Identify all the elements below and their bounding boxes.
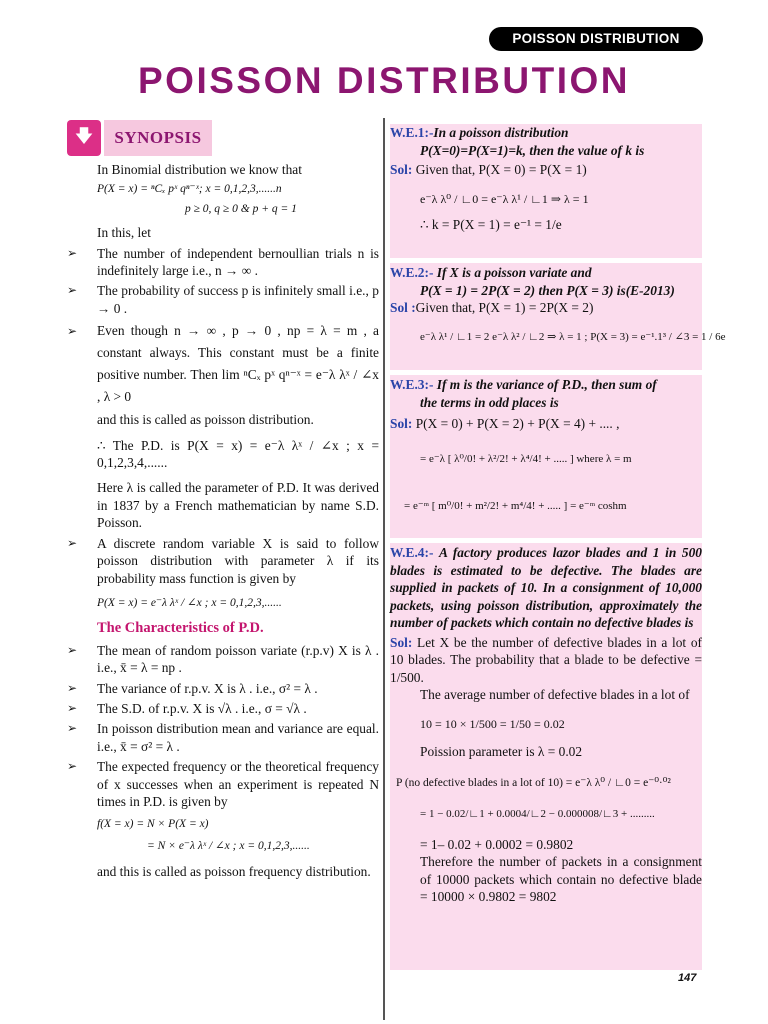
synopsis-label: SYNOPSIS	[104, 120, 212, 156]
we1-step1: Given that, P(X = 0) = P(X = 1)	[415, 162, 587, 177]
we2-step2: e⁻λ λ¹ / ∟1 = 2 e⁻λ λ² / ∟2 ⇒ λ = 1 ; P(X = 3) = e⁻¹.1³ / ∠3 = 1 / 6e	[420, 330, 726, 343]
we1-sol-label: Sol:	[390, 162, 413, 177]
we4-step8: Therefore the number of packets in a consignment of 10000 packets which contain no defective blade = 10000 × 0.9802 = 9802	[420, 854, 702, 904]
we1-step3: ∴ k = P(X = 1) = e⁻¹ = 1/e	[420, 217, 562, 232]
in-this-text: In this, let	[97, 225, 151, 241]
we2-label: W.E.2:-	[390, 265, 434, 280]
worked-example-3	[390, 376, 702, 516]
worked-example-4	[390, 544, 702, 906]
bullet-trials: ➢ The number of independent bernoullian trials n is indefinitely large i.e., n → ∞ .	[67, 245, 379, 280]
we3-question-line2: the terms in odd places is	[420, 394, 559, 410]
we2-sol-label: Sol :	[390, 300, 416, 315]
worked-example-1	[390, 124, 702, 234]
column-divider	[383, 118, 385, 1020]
we4-step6: = 1 − 0.02/∟1 + 0.0004/∟2 − 0.000008/∟3 + .........	[420, 808, 655, 820]
we4-label: W.E.4:-	[390, 545, 434, 560]
worked-examples-panel	[390, 124, 726, 970]
page-title: POISSON DISTRIBUTION	[138, 60, 630, 101]
separator-band	[390, 258, 702, 263]
binomial-formula: P(X = x) = ⁿCₓ pˣ qⁿ⁻ˣ; x = 0,1,2,3,......n	[97, 183, 282, 196]
we3-sol-label: Sol:	[390, 416, 413, 431]
pd-formula: ∴ The P.D. is P(X = x) = e⁻λ λˣ / ∠x ; x = 0,1,2,3,4,......	[97, 437, 379, 471]
we4-step5: P (no defective blades in a lot of 10) = e⁻λ λ⁰ / ∟0 = e⁻⁰·⁰²	[396, 776, 671, 789]
char-expected-frequency: ➢ The expected frequency or the theoretical frequency of x successes when an experiment is repeated N times in P.D. is given by	[67, 758, 379, 810]
we3-step1: P(X = 0) + P(X = 2) + P(X = 4) + .... ,	[415, 416, 620, 431]
lambda-parameter-text: Here λ is called the parameter of P.D. It was derived in 1837 by a French mathematician by name S.D. Poisson.	[97, 480, 379, 531]
down-arrow-icon: 🡇	[67, 120, 101, 156]
we2-question-line2: P(X = 1) = 2P(X = 2) then P(X = 3) is(E-2013)	[420, 282, 675, 298]
char-mean-variance-equal: ➢ In poisson distribution mean and variance are equal. i.e., x̄ = σ² = λ .	[67, 720, 379, 755]
intro-text: In Binomial distribution we know that	[97, 162, 302, 177]
freq-formula-2: = N × e⁻λ λˣ / ∠x ; x = 0,1,2,3,......	[147, 839, 310, 852]
we4-step2: The average number of defective blades in a lot of	[420, 687, 690, 702]
we4-question: A factory produces lazor blades and 1 in 500 blades is estimated to be defective. The blades are supplied in packets of 10. In a consignment of 10,000 packets, using poisson distribution, approximately the number of packets which contain no defective blades is	[390, 545, 702, 630]
we1-label: W.E.1:-	[390, 125, 434, 140]
char-variance: ➢ The variance of r.p.v. X is λ . i.e., σ² = λ .	[67, 680, 379, 697]
we3-question-line1: If m is the variance of P.D., then sum of	[436, 377, 657, 392]
we3-step3: = e⁻ᵐ [ m⁰/0! + m²/2! + m⁴/4! + ..... ] = e⁻ᵐ coshm	[404, 500, 627, 512]
bullet-probability: ➢ The probability of success p is infinitely small i.e., p → 0 .	[67, 282, 379, 317]
char-sd: ➢ The S.D. of r.p.v. X is √λ . i.e., σ = √λ .	[67, 700, 379, 717]
we4-sol-label: Sol:	[390, 634, 413, 650]
closing-text: and this is called as poisson frequency distribution.	[97, 864, 371, 880]
we4-step1: Let X be the number of defective blades in a lot of 10 blades. The probability that a blade to be defective = 1/500.	[390, 634, 702, 685]
we1-question-line2: P(X=0)=P(X=1)=k, then the value of k is	[420, 142, 645, 158]
bullet-limit: ➢ Even though n → ∞ , p → 0 , np = λ = m , a constant always. This constant must be a finite positive number. Then lim ⁿCₓ pˣ qⁿ⁻ˣ = e⁻λ λˣ / ∠x , λ > 0	[67, 320, 379, 408]
pmf-formula: P(X = x) = e⁻λ λˣ / ∠x ; x = 0,1,2,3,......	[97, 596, 282, 609]
we4-step7: = 1– 0.02 + 0.0002 = 0.9802	[420, 836, 574, 852]
char-mean: ➢ The mean of random poisson variate (r.p.v) X is λ . i.e., x̄ = λ = np .	[67, 642, 379, 677]
called-pd-text: and this is called as poisson distribution.	[97, 412, 314, 428]
separator-band	[390, 370, 702, 375]
we2-step1: Given that, P(X = 1) = 2P(X = 2)	[415, 300, 594, 315]
freq-formula-1: f(X = x) = N × P(X = x)	[97, 818, 209, 831]
left-column	[67, 118, 379, 884]
we4-step3: 10 = 10 × 1/500 = 1/50 = 0.02	[420, 716, 565, 731]
worked-example-2	[390, 264, 726, 346]
we3-label: W.E.3:-	[390, 377, 434, 392]
we1-step2: e⁻λ λ⁰ / ∟0 = e⁻λ λ¹ / ∟1 ⇒ λ = 1	[420, 191, 589, 206]
we4-step4: Poission parameter is λ = 0.02	[420, 744, 583, 759]
we1-question-line1: In a poisson distribution	[433, 125, 569, 140]
binomial-condition: p ≥ 0, q ≥ 0 & p + q = 1	[185, 202, 297, 215]
separator-band	[390, 538, 702, 543]
bullet-discrete-rv: ➢ A discrete random variable X is said to follow poisson distribution with parameter λ if its probability mass function is given by	[67, 535, 379, 587]
we3-step2: = e⁻λ [ λ⁰/0! + λ²/2! + λ⁴/4! + ..... ] where λ = m	[420, 452, 632, 465]
page-number: 147	[678, 972, 697, 984]
synopsis-header	[67, 118, 379, 160]
we2-question-line1: If X is a poisson variate and	[436, 265, 592, 280]
header-tag: POISSON DISTRIBUTION	[489, 27, 703, 51]
characteristics-heading: The Characteristics of P.D.	[97, 620, 264, 637]
